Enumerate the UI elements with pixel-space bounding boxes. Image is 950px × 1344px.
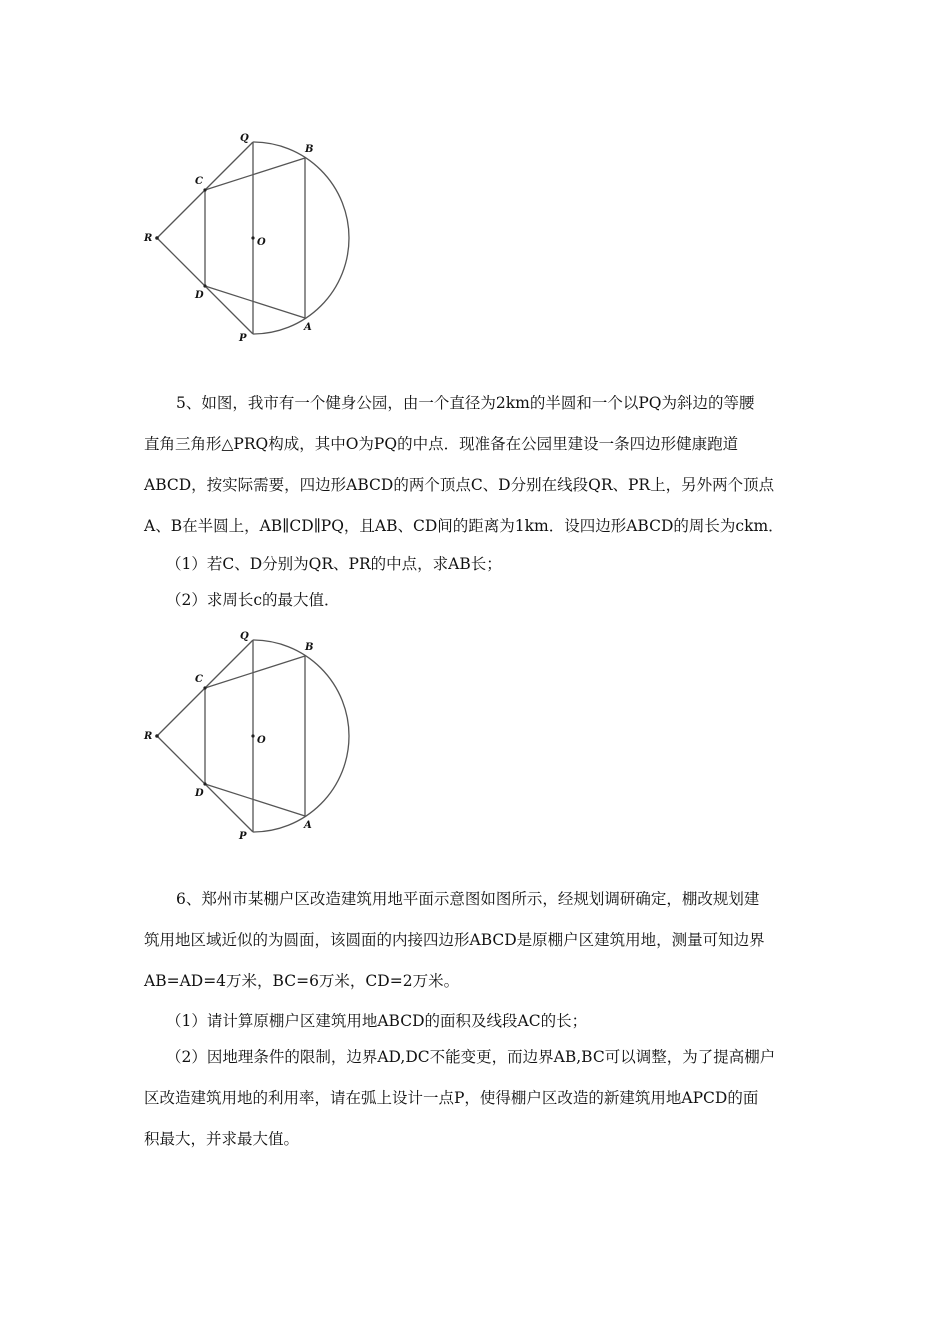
label-q: Q	[240, 133, 249, 144]
label-b: B	[305, 642, 314, 653]
label-a: A	[304, 322, 312, 333]
problem-5-question-2: （2）求周长c的最大值．	[166, 591, 340, 609]
point-o	[251, 236, 254, 239]
problem-6-text	[144, 879, 808, 1002]
segment-ad	[205, 784, 305, 816]
problem-6-question-2	[144, 1037, 808, 1160]
label-c: C	[195, 674, 203, 685]
label-q: Q	[240, 631, 249, 642]
geometry-figure-bottom	[140, 628, 360, 843]
segment-cb	[205, 158, 305, 190]
label-c: C	[195, 176, 203, 187]
problem-6-q2-line-1: （2）因地理条件的限制，边界AD,DC不能变更，而边界AB,BC可以调整，为了提高棚户	[166, 1048, 776, 1066]
point-d	[203, 284, 206, 287]
label-a: A	[304, 820, 312, 831]
point-o	[251, 734, 254, 737]
problem-5-question-1: （1）若C、D分别为QR、PR的中点，求AB长；	[166, 555, 502, 573]
segment-ad	[205, 286, 305, 318]
problem-5-line-2: 直角三角形△PRQ构成，其中O为PQ的中点．现准备在公园里建设一条四边形健康跑道	[144, 435, 739, 453]
problem-6-q2-line-2: 区改造建筑用地的利用率，请在弧上设计一点P，使得棚户区改造的新建筑用地APCD的面	[144, 1089, 759, 1107]
problem-6-line-3: AB=AD=4万米，BC=6万米，CD=2万米。	[144, 972, 460, 990]
label-o: O	[257, 735, 266, 746]
segment-cb	[205, 656, 305, 688]
problem-6-question-1: （1）请计算原棚户区建筑用地ABCD的面积及线段AC的长；	[166, 1012, 588, 1030]
problem-5-text	[144, 383, 808, 547]
label-p: P	[239, 831, 247, 842]
point-c	[203, 686, 206, 689]
label-o: O	[257, 237, 266, 248]
point-r	[155, 734, 159, 738]
label-r: R	[144, 233, 153, 244]
problem-6-line-1: 6、郑州市某棚户区改造建筑用地平面示意图如图所示，经规划调研确定，棚改规划建	[176, 890, 760, 908]
geometry-diagram	[140, 130, 360, 345]
problem-5-line-1: 5、如图，我市有一个健身公园，由一个直径为2km的半圆和一个以PQ为斜边的等腰	[176, 394, 755, 412]
point-d	[203, 782, 206, 785]
label-r: R	[144, 731, 153, 742]
geometry-diagram	[140, 628, 360, 843]
geometry-figure-top	[140, 130, 360, 345]
label-p: P	[239, 333, 247, 344]
label-b: B	[305, 144, 314, 155]
problem-5-line-3: ABCD，按实际需要，四边形ABCD的两个顶点C、D分别在线段QR、PR上，另外两个顶点	[144, 476, 775, 494]
problem-5-line-4: A、B在半圆上，AB∥CD∥PQ，且AB、CD间的距离为1km．设四边形ABCD的周长为ckm．	[144, 517, 784, 535]
label-d: D	[195, 290, 204, 301]
problem-6-line-2: 筑用地区域近似的为圆面，该圆面的内接四边形ABCD是原棚户区建筑用地，测量可知边界	[144, 931, 765, 949]
problem-6-q2-line-3: 积最大，并求最大值。	[144, 1130, 300, 1148]
semicircle-arc	[253, 640, 349, 832]
label-d: D	[195, 788, 204, 799]
point-r	[155, 236, 159, 240]
semicircle-arc	[253, 142, 349, 334]
point-c	[203, 188, 206, 191]
